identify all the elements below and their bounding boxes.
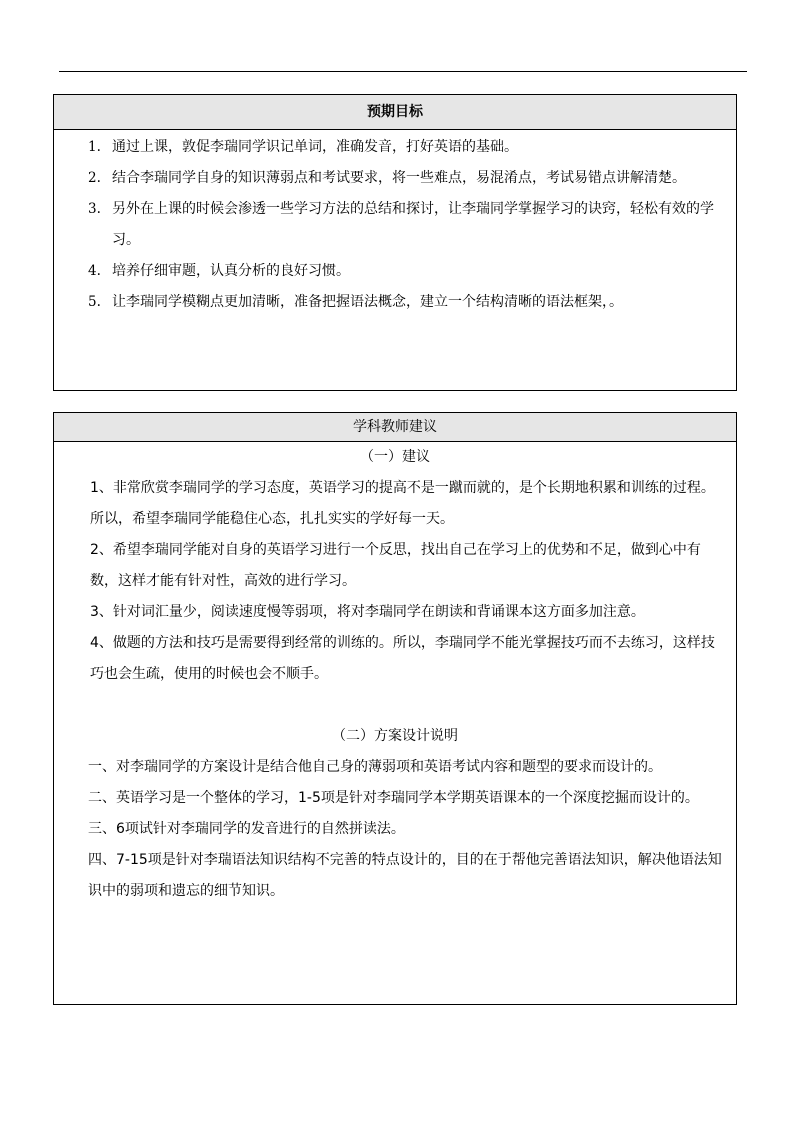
goal-number: 2.	[88, 170, 101, 186]
plan-heading: （二）方案设计说明	[332, 728, 458, 744]
goal-item	[54, 163, 726, 194]
goal-item	[54, 194, 726, 256]
header-rule	[59, 71, 747, 72]
plan-paragraph: 二、英语学习是一个整体的学习，1-5项是针对李瑞同学本学期英语课本的一个深度挖掘而设计的。	[88, 790, 699, 806]
goal-text: 培养仔细审题，认真分析的良好习惯。	[112, 263, 350, 279]
goals-list	[54, 130, 736, 318]
goal-number: 5.	[88, 294, 101, 310]
goal-item	[54, 287, 726, 318]
goals-title: 预期目标	[54, 95, 736, 130]
suggestion-paragraph: 4、做题的方法和技巧是需要得到经常的训练的。所以，李瑞同学不能光掌握技巧而不去练习，这样技巧也会生疏，使用的时候也会不顺手。	[90, 635, 715, 682]
goal-text: 另外在上课的时候会渗透一些学习方法的总结和探讨，让李瑞同学掌握学习的诀窍，轻松有效的学习。	[112, 201, 714, 248]
goal-number: 3.	[88, 201, 101, 217]
advice-title: 学科教师建议	[54, 413, 736, 442]
suggestions-heading: （一）建议	[360, 449, 430, 465]
plan-paragraph: 三、6项试针对李瑞同学的发音进行的自然拼读法。	[88, 821, 405, 837]
advice-section	[53, 412, 737, 1005]
goal-text: 结合李瑞同学自身的知识薄弱点和考试要求，将一些难点，易混淆点，考试易错点讲解清楚。	[112, 170, 686, 186]
goal-text: 通过上课，敦促李瑞同学识记单词，准确发音，打好英语的基础。	[112, 139, 518, 155]
goals-section	[53, 94, 737, 391]
suggestions-list	[54, 473, 736, 690]
suggestion-paragraph: 2、希望李瑞同学能对自身的英语学习进行一个反思，找出自己在学习上的优势和不足，做到心中有数，这样才能有针对性，高效的进行学习。	[90, 542, 701, 589]
spacer	[54, 690, 736, 721]
goal-text: 让李瑞同学模糊点更加清晰，准备把握语法概念，建立一个结构清晰的语法框架，。	[112, 294, 623, 310]
plan-list	[54, 752, 736, 907]
goal-item	[54, 256, 726, 287]
plan-paragraph: 四、7-15项是针对李瑞语法知识结构不完善的特点设计的，目的在于帮他完善语法知识，解决他语法知识中的弱项和遗忘的细节知识。	[88, 852, 722, 899]
goal-number: 1.	[88, 139, 101, 155]
suggestion-paragraph: 3、针对词汇量少，阅读速度慢等弱项，将对李瑞同学在朗读和背诵课本这方面多加注意。	[90, 604, 645, 620]
plan-paragraph: 一、对李瑞同学的方案设计是结合他自己身的薄弱项和英语考试内容和题型的要求而设计的。	[88, 759, 662, 775]
goal-item	[54, 132, 726, 163]
suggestion-paragraph: 1、非常欣赏李瑞同学的学习态度，英语学习的提高不是一蹴而就的，是个长期地积累和训练的过程。所以，希望李瑞同学能稳住心态，扎扎实实的学好每一天。	[90, 480, 715, 527]
goal-number: 4.	[88, 263, 101, 279]
